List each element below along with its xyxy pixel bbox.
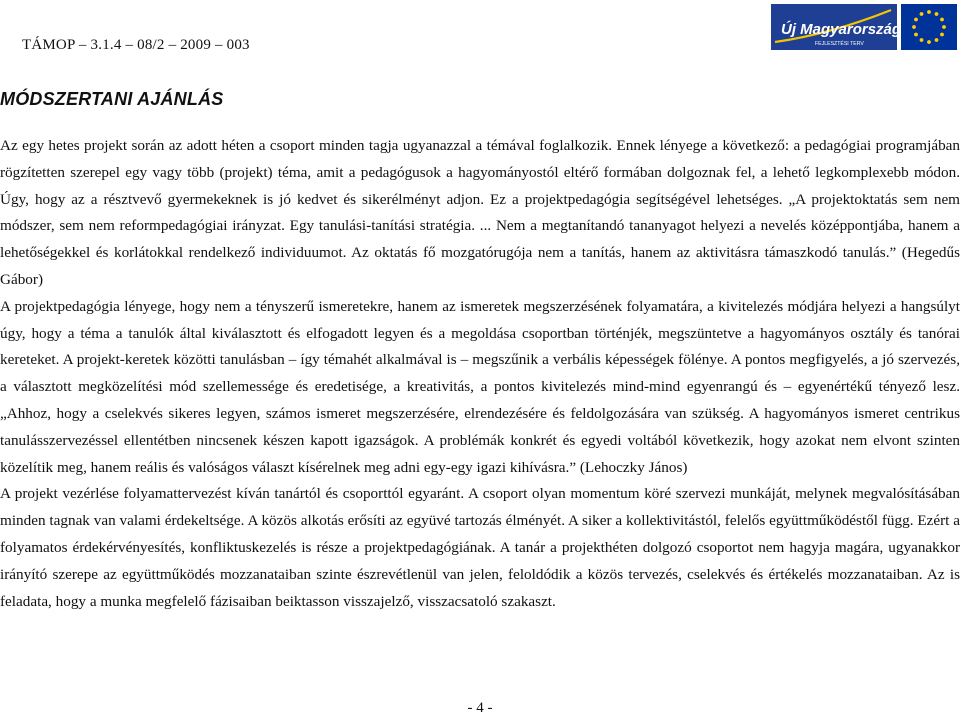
paragraph-2: A projektpedagógia lényege, hogy nem a tényszerű ismeretekre, hanem az ismeretek megszerzésének folyamatára, a kivitelezés módjára helyezi a hangsúlyt úgy, hogy a téma a tanulók által kiválasztott és elfogadott legyen és a megoldása csoportban történjék, megszüntetve a hagyományos osztály és tanórai kereteket. A projekt-keretek közötti tanulásban – így témahét alkalmával is – megszűnik a verbális képességek fölénye. A pontos megfigyelés, a jó szervezés, a választott megközelítési mód szellemessége és eredetisége, a kreativitás, a pontos kivitelezés mind-mind egyenrangú és – egyenértékű tényező lesz. „Ahhoz, hogy a cselekvés sikeres legyen, számos ismeret megszerzésére, elrendezésére és feldolgozására van szükség. A hagyományos ismeret centrikus tanulásszervezéssel ellentétben nincsenek készen kapott igazságok. A problémák konkrét és egyedi voltából következik, hogy azokat nem elvont szinten közelítik meg, hanem reális és valóságos választ kísérelnek meg adni egy-egy igazi kihívásra.” (Lehoczky János) (0, 297, 960, 476)
eu-flag-icon (901, 4, 957, 50)
logo-text-sub: FEJLESZTÉSI TERV (815, 41, 864, 47)
uj-magyarorszag-logo (771, 4, 957, 50)
project-code: TÁMOP – 3.1.4 – 08/2 – 2009 – 003 (22, 37, 250, 53)
paragraph-3: A projekt vezérlése folyamattervezést kíván tanártól és csoporttól egyaránt. A csoport olyan momentum köré szervezi munkáját, melynek megvalósításában minden tagnak van valami érdekeltsége. A közös alkotás erősíti az együvé tartozás élményét. A siker a kollektivitástól, felelős együttműködéstől függ. Ezért a folyamatos érdekérvényesítés, konfliktuskezelés is része a projektpedagógiának. A tanár a projekthéten dolgozó csoportot nem hagyja magára, ugyanakkor irányító szerepe az együttműködés mozzanataiban szinte észrevétlenül van jelen, feloldódik a közös tervezés, cselekvés és értékelés mozzanataiban. Az is feladata, hogy a munka megfelelő fázisaiban beiktasson visszajelző, visszacsatoló szakaszt. (0, 485, 960, 610)
logo-graphic (771, 4, 957, 50)
paragraph-1: Az egy hetes projekt során az adott héten a csoport minden tagja ugyanazzal a témával foglalkozik. Ennek lényege a következő: a pedagógiai programjában rögzítetten szerepel egy vagy több (projekt) téma, amit a pedagógusok a hagyományostól eltérő formában dolgoznak fel, a lehető legkomplexebb módon. Úgy, hogy az a résztvevő gyermekeknek is jó kedvet és sikerélményt adjon. Ez a projektpedagógia segítségével lehetséges. „A projektoktatás sem nem módszer, sem nem reformpedagógiai irányzat. Egy tanulási-tanítási stratégia. ... Nem a megtanítandó tananyagot helyezi a nevelés középpontjába, hanem a lehetőségekkel és korlátokkal rendelkező individuumot. Az oktatás fő mozgatórugója nem a tanítás, hanem az aktivitásra támaszkodó tanulás.” (Hegedűs Gábor) (0, 137, 960, 288)
section-title: MÓDSZERTANI AJÁNLÁS (0, 89, 224, 109)
page-number: - 4 - (467, 700, 493, 716)
logo-text-main: Új Magyarország (781, 21, 902, 38)
body-text (0, 133, 960, 615)
